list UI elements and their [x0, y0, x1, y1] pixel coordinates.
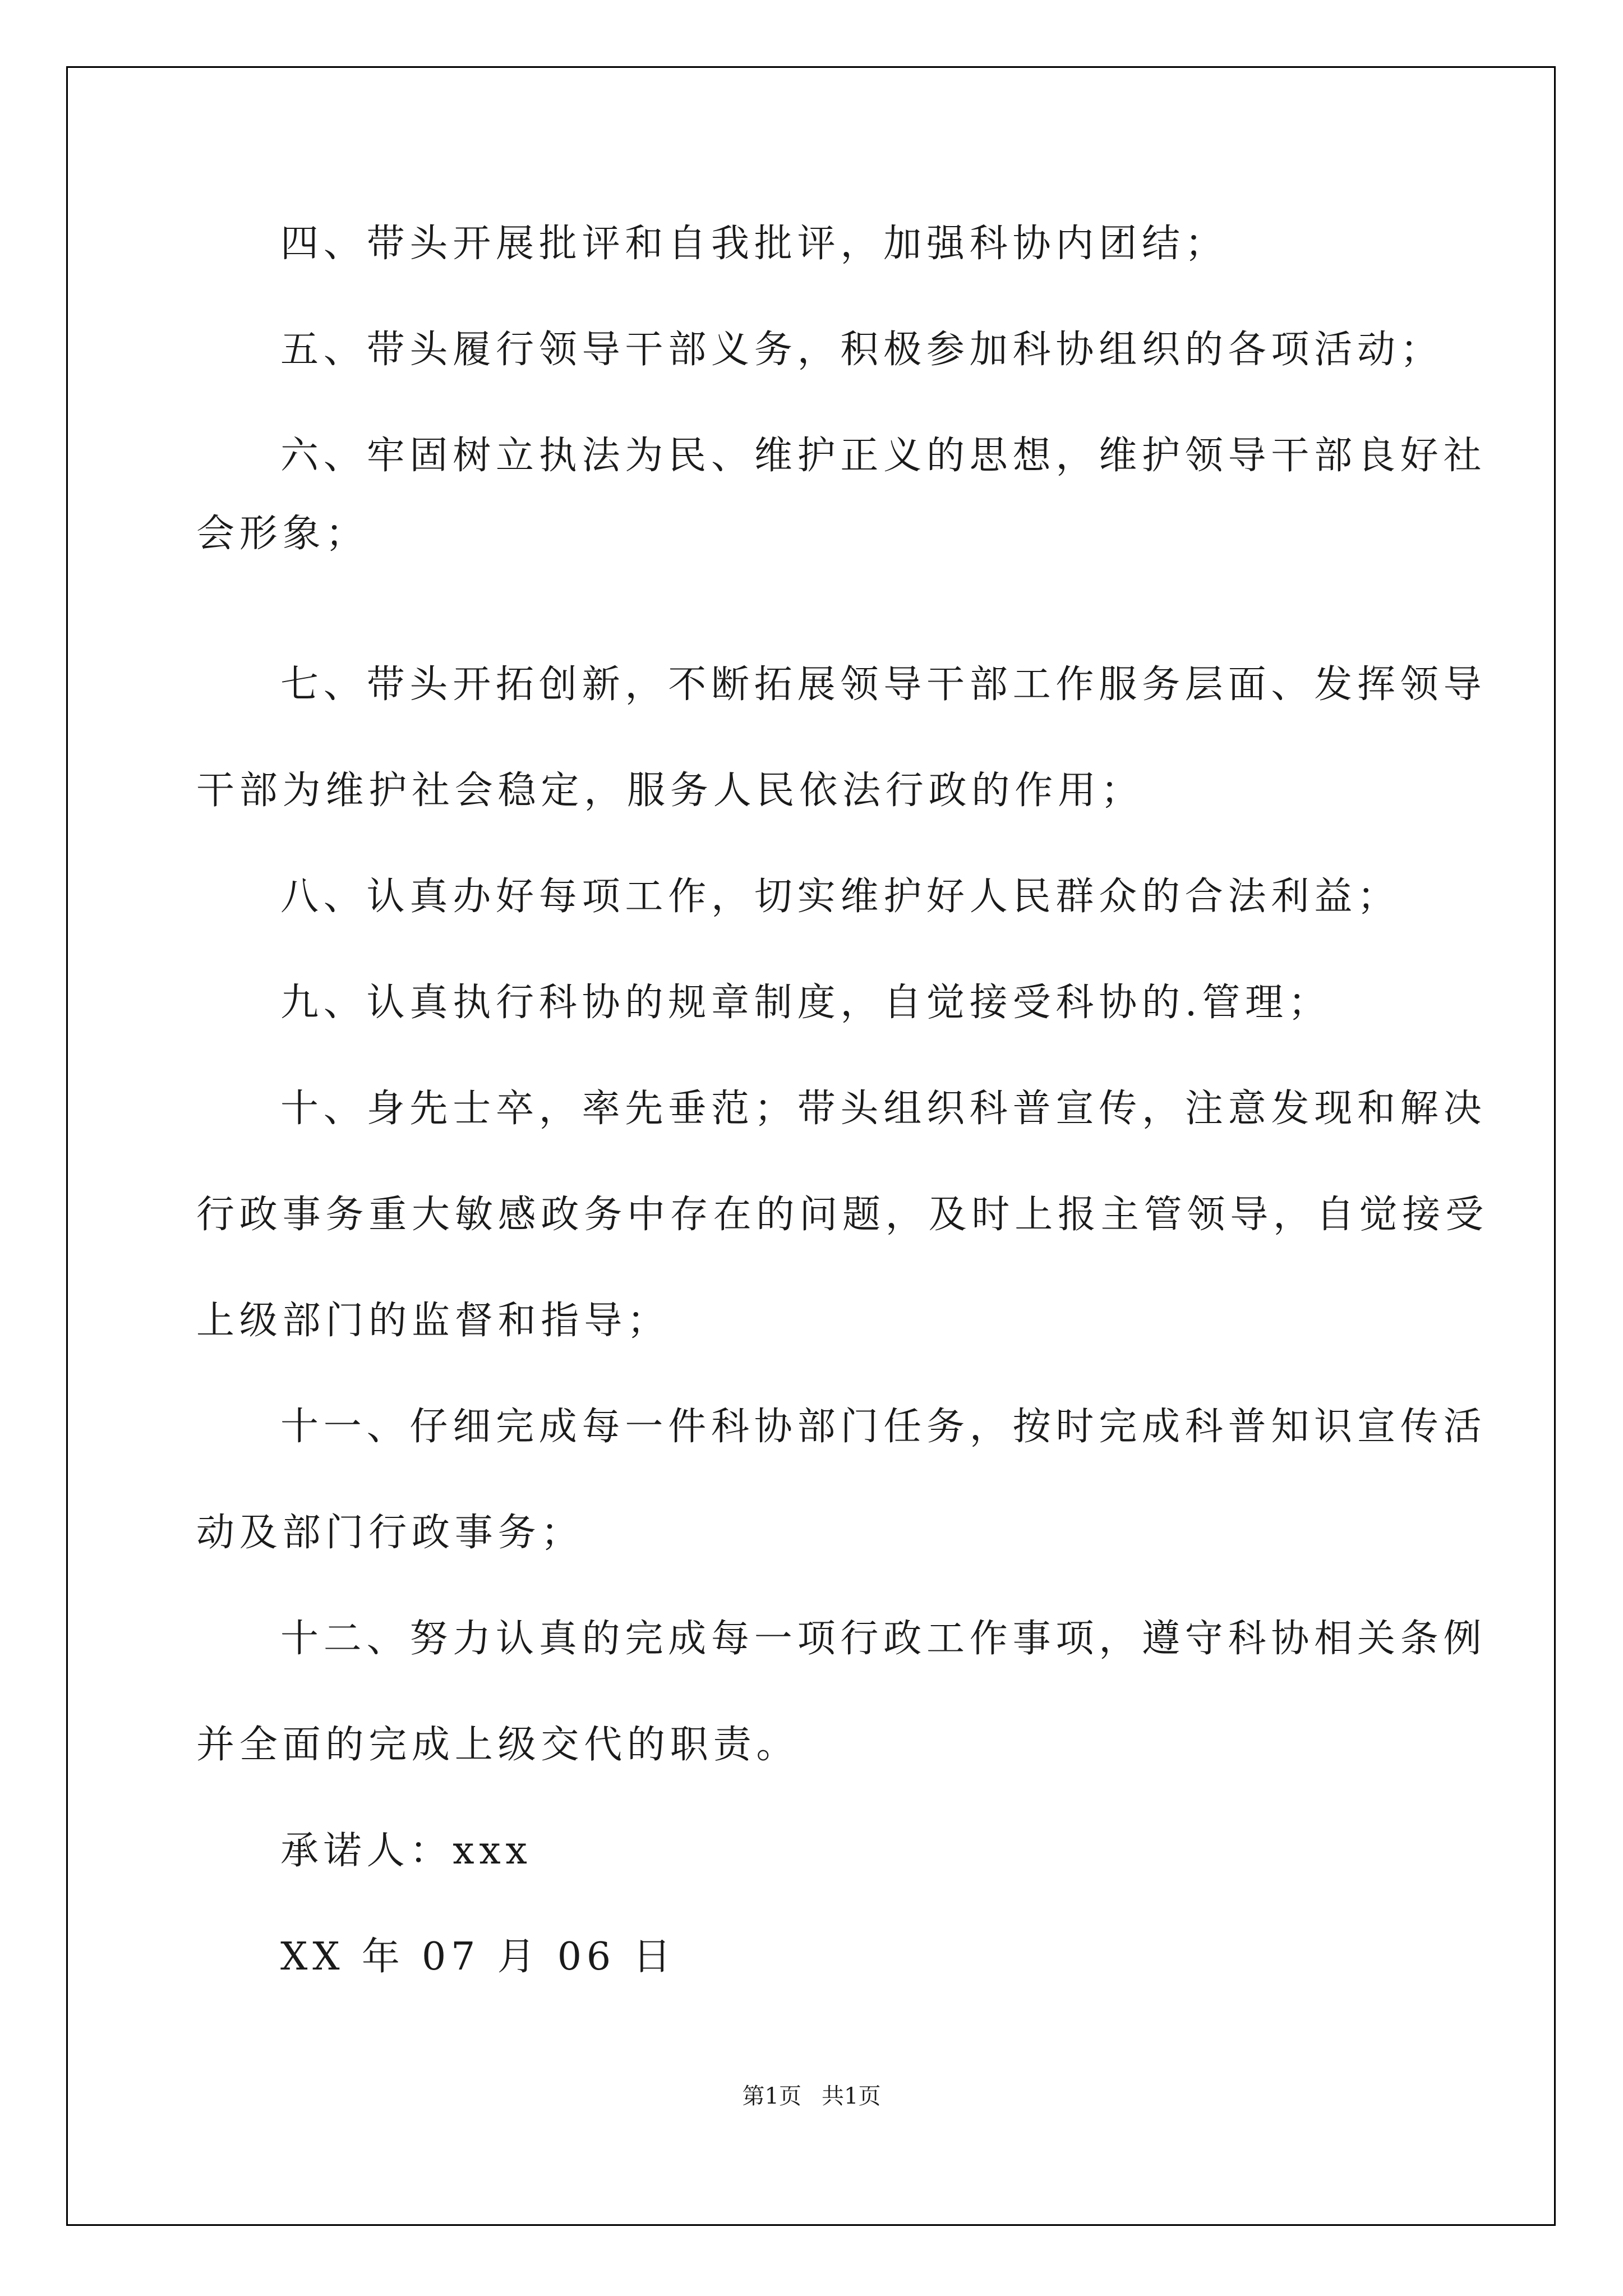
paragraph-item-5-line-1: 五、带头履行领导干部义务，积极参加科协组织的各项活动；	[280, 328, 1444, 372]
page-number-current: 第1页	[742, 2083, 801, 2109]
paragraph-item-6-line-2: 会形象；	[196, 512, 369, 556]
date-line: XX 年 07 月 06 日	[280, 1935, 676, 1979]
page-footer	[0, 2082, 1623, 2110]
paragraph-item-9-line-1: 九、认真执行科协的规章制度，自觉接受科协的.管理；	[280, 981, 1331, 1025]
paragraph-item-4-line-1: 四、带头开展批评和自我批评，加强科协内团结；	[280, 222, 1228, 266]
paragraph-item-12-line-2: 并全面的完成上级交代的职责。	[196, 1723, 800, 1767]
paragraph-item-8-line-1: 八、认真办好每项工作，切实维护好人民群众的合法利益；	[280, 875, 1400, 919]
paragraph-item-10-line-2: 行政事务重大敏感政务中存在的问题，及时上报主管领导，自觉接受	[196, 1193, 1489, 1237]
paragraph-item-10-line-1: 十、身先士卒，率先垂范；带头组织科普宣传，注意发现和解决	[280, 1087, 1487, 1131]
page-border	[66, 66, 1556, 2226]
paragraph-item-10-line-3: 上级部门的监督和指导；	[196, 1299, 670, 1343]
paragraph-item-12-line-1: 十二、努力认真的完成每一项行政工作事项，遵守科协相关条例	[280, 1617, 1487, 1661]
paragraph-item-11-line-2: 动及部门行政事务；	[196, 1511, 584, 1555]
paragraph-item-11-line-1: 十一、仔细完成每一件科协部门任务，按时完成科普知识宣传活	[280, 1405, 1487, 1449]
promisor-line: 承诺人：xxx	[280, 1829, 532, 1873]
paragraph-item-6-line-1: 六、牢固树立执法为民、维护正义的思想，维护领导干部良好社	[280, 434, 1487, 478]
paragraph-item-7-line-1: 七、带头开拓创新，不断拓展领导干部工作服务层面、发挥领导	[280, 662, 1487, 707]
page-number-total: 共1页	[822, 2083, 881, 2109]
paragraph-item-7-line-2: 干部为维护社会稳定，服务人民依法行政的作用；	[196, 769, 1144, 813]
